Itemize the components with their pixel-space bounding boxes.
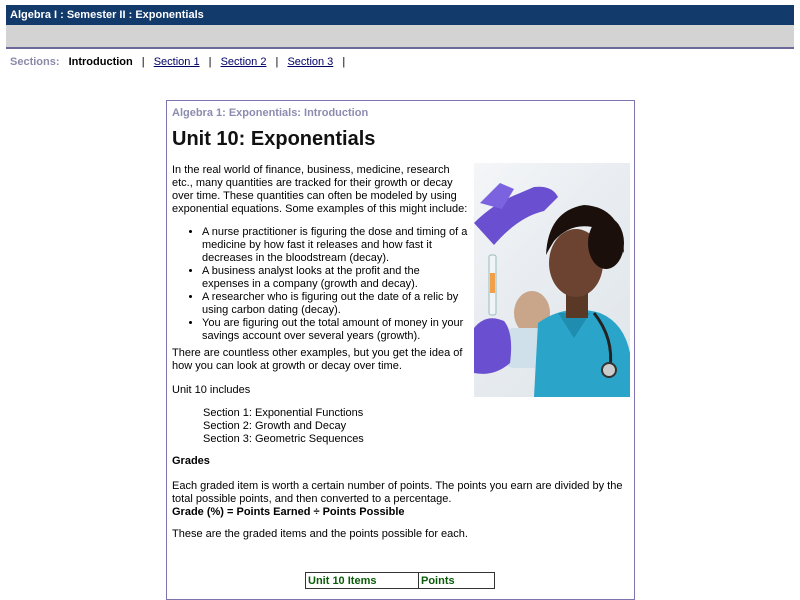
intro-paragraph: In the real world of finance, business, medicine, research etc., many quantities are tracked for their growth or decay over time. These quantities can often be modeled by using exponential equations. Some examples of this might include:: [172, 164, 468, 215]
grades-heading: Grades: [172, 455, 210, 467]
after-examples-paragraph: There are countless other examples, but you get the idea of how you can look at growth or decay over time.: [172, 347, 463, 372]
content-panel: [166, 100, 635, 600]
section-link-1[interactable]: Section 1: [153, 56, 200, 68]
content-breadcrumb: Algebra 1: Exponentials: Introduction: [172, 107, 369, 119]
page-title: Unit 10: Exponentials: [172, 128, 376, 150]
nav-separator: |: [342, 56, 346, 68]
page-header-bar: [6, 5, 794, 25]
nav-separator: |: [208, 56, 212, 68]
nurse-illustration: [474, 163, 630, 397]
grades-paragraph: [172, 480, 627, 519]
toolbar-strip: [6, 25, 794, 49]
header-breadcrumb: Algebra I : Semester II : Exponentials: [10, 9, 204, 21]
intro-section: [172, 164, 468, 343]
sections-nav: [10, 56, 351, 68]
nav-separator: |: [275, 56, 279, 68]
grade-formula: Grade (%) = Points Earned ÷ Points Possible: [172, 506, 405, 518]
list-item: Section 3: Geometric Sequences: [203, 433, 364, 445]
sections-label: Sections:: [10, 56, 60, 68]
nav-separator: |: [141, 56, 145, 68]
list-item: • A researcher who is figuring out the date of a relic by using carbon dating (decay).: [202, 291, 468, 317]
section-link-3[interactable]: Section 3: [287, 56, 334, 68]
list-item: Section 2: Growth and Decay: [203, 420, 347, 432]
unit-includes-label: Unit 10 includes: [172, 384, 251, 396]
section-link-2[interactable]: Section 2: [220, 56, 267, 68]
section-current: Introduction: [68, 56, 133, 68]
table-header-points: Points: [419, 573, 495, 589]
graded-items-table: [305, 572, 495, 589]
examples-list: [172, 226, 468, 343]
list-item: • A nurse practitioner is figuring the dose and timing of a medicine by how fast it releases and how fast it decreases in the bloodstream (decay).: [202, 226, 468, 265]
table-header-row: [306, 573, 495, 589]
nurse-photo: [474, 163, 630, 397]
table-header-items: Unit 10 Items: [306, 573, 419, 589]
unit-sections-list: [203, 407, 364, 446]
graded-items-text: These are the graded items and the points possible for each.: [172, 528, 468, 540]
list-item: • You are figuring out the total amount of money in your savings account over several years (growth).: [202, 317, 468, 343]
grades-text: Each graded item is worth a certain number of points. The points you earn are divided by the total possible points, and then converted to a percentage.: [172, 480, 623, 505]
list-item: Section 1: Exponential Functions: [203, 407, 364, 419]
list-item: • A business analyst looks at the profit and the expenses in a company (growth and decay).: [202, 265, 468, 291]
